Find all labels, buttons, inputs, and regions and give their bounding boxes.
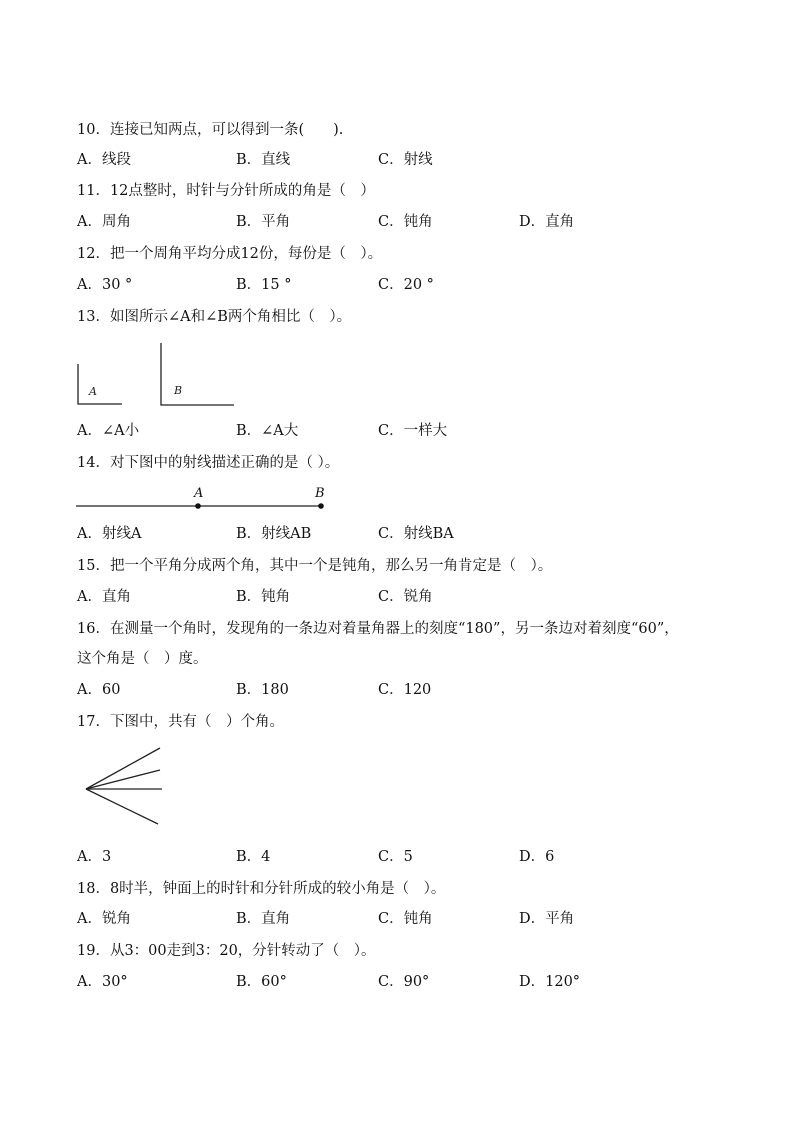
question-16-stem-continued: 这个角是（ ）度。 <box>77 651 208 667</box>
question-16-option-a[interactable]: A．60 <box>77 682 121 698</box>
question-11-stem: 11．12点整时，时针与分针所成的角是（ ） <box>77 183 375 199</box>
question-13-option-b[interactable]: B．∠A大 <box>236 423 299 439</box>
question-10-stem: 10．连接已知两点，可以得到一条( ). <box>77 122 344 138</box>
question-15-stem: 15．把一个平角分成两个角，其中一个是钝角，那么另一角肯定是（ ）。 <box>77 558 553 574</box>
question-18-option-d[interactable]: D．平角 <box>519 911 575 927</box>
question-17-stem: 17．下图中，共有（ ）个角。 <box>77 714 284 730</box>
question-12-option-c[interactable]: C．20 ° <box>378 277 434 293</box>
angle-b-lines <box>161 343 234 405</box>
ray-figure <box>74 482 334 514</box>
question-19-option-c[interactable]: C．90° <box>378 974 430 990</box>
question-14-option-b[interactable]: B．射线AB <box>236 526 312 542</box>
question-17-option-d[interactable]: D．6 <box>519 849 555 865</box>
question-17-option-c[interactable]: C．5 <box>378 849 413 865</box>
question-19-option-d[interactable]: D．120° <box>519 974 581 990</box>
question-15-option-b[interactable]: B．钝角 <box>236 589 291 605</box>
question-12-option-a[interactable]: A．30 ° <box>77 277 133 293</box>
question-19-option-b[interactable]: B．60° <box>236 974 287 990</box>
question-10-option-a[interactable]: A．线段 <box>77 152 131 168</box>
question-16-option-c[interactable]: C．120 <box>378 682 432 698</box>
ray-1 <box>86 748 160 789</box>
ray-4 <box>86 789 158 824</box>
question-13-stem: 13．如图所示∠A和∠B两个角相比（ ）。 <box>77 309 352 325</box>
question-14-stem: 14．对下图中的射线描述正确的是（ ）。 <box>77 455 340 471</box>
point-a <box>195 503 201 509</box>
angle-a-label: A <box>89 385 97 398</box>
point-b <box>318 503 324 509</box>
question-11-option-a[interactable]: A．周角 <box>77 214 131 230</box>
question-17-option-a[interactable]: A．3 <box>77 849 112 865</box>
question-14-option-a[interactable]: A．射线A <box>77 526 142 542</box>
point-b-label: B <box>315 486 325 501</box>
question-13-option-a[interactable]: A．∠A小 <box>77 423 140 439</box>
question-12-stem: 12．把一个周角平均分成12份，每份是（ ）。 <box>77 246 383 262</box>
question-11-option-b[interactable]: B．平角 <box>236 214 291 230</box>
question-19-option-a[interactable]: A．30° <box>77 974 128 990</box>
question-10-option-c[interactable]: C．射线 <box>378 152 433 168</box>
question-13-option-c[interactable]: C．一样大 <box>378 423 448 439</box>
question-17-option-b[interactable]: B．4 <box>236 849 271 865</box>
question-15-option-c[interactable]: C．锐角 <box>378 589 433 605</box>
rays-angle-figure <box>80 743 170 828</box>
question-12-option-b[interactable]: B．15 ° <box>236 277 292 293</box>
angle-b-label: B <box>174 384 183 397</box>
angle-comparison-figure <box>74 340 244 412</box>
question-10-option-b[interactable]: B．直线 <box>236 152 291 168</box>
point-a-label: A <box>194 486 204 501</box>
angle-a-lines <box>78 364 122 404</box>
question-11-option-d[interactable]: D．直角 <box>519 214 575 230</box>
question-16-stem: 16．在测量一个角时，发现角的一条边对着量角器上的刻度“180”，另一条边对着刻度“60”， <box>77 621 679 637</box>
question-18-option-b[interactable]: B．直角 <box>236 911 291 927</box>
question-19-stem: 19．从3：00走到3：20，分针转动了（ ）。 <box>77 943 376 959</box>
ray-2 <box>86 770 160 789</box>
question-18-stem: 18．8时半，钟面上的时针和分针所成的较小角是（ ）。 <box>77 881 446 897</box>
question-11-option-c[interactable]: C．钝角 <box>378 214 433 230</box>
question-14-option-c[interactable]: C．射线BA <box>378 526 454 542</box>
question-18-option-a[interactable]: A．锐角 <box>77 911 131 927</box>
question-15-option-a[interactable]: A．直角 <box>77 589 131 605</box>
question-16-option-b[interactable]: B．180 <box>236 682 289 698</box>
question-18-option-c[interactable]: C．钝角 <box>378 911 433 927</box>
